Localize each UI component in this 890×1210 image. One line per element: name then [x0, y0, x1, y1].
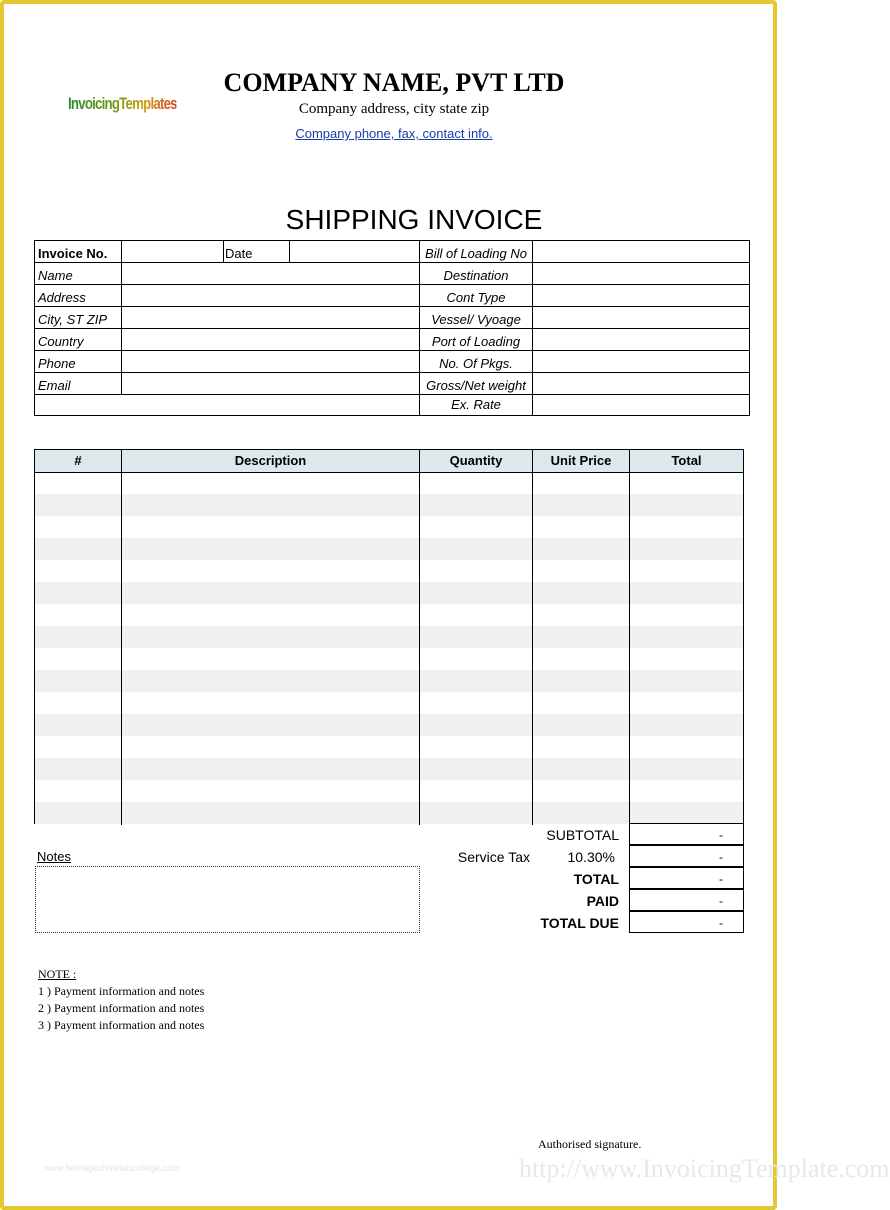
grid-line: [35, 306, 749, 307]
authorised-signature: Authorised signature.: [538, 1137, 642, 1151]
row-stripe: [35, 626, 743, 648]
service-tax-label: Service Tax: [457, 849, 530, 865]
subtotal-cell[interactable]: [629, 823, 744, 845]
watermark: http://www.InvoicingTemplate.com: [519, 1154, 890, 1183]
date-label: Date: [225, 246, 253, 261]
total-due-cell[interactable]: [629, 911, 744, 933]
email-label: Email: [38, 378, 71, 393]
grid-line: [35, 372, 749, 373]
total-value: -: [719, 872, 723, 886]
phone-label: Phone: [38, 356, 76, 371]
invoice-no-label: Invoice No.: [38, 246, 108, 261]
company-logo: InvoicingTemplates: [68, 94, 177, 113]
subtotal-label: SUBTOTAL: [546, 827, 619, 843]
company-contact-link[interactable]: Company phone, fax, contact info.: [295, 126, 493, 141]
invoice-title: SHIPPING INVOICE: [285, 204, 543, 235]
col-unit-price-header: Unit Price: [550, 453, 612, 468]
total-due-label: TOTAL DUE: [540, 915, 619, 931]
total-label: TOTAL: [573, 871, 619, 887]
name-label: Name: [38, 268, 73, 283]
gross-net-weight-label: Gross/Net weight: [426, 378, 526, 393]
grid-line: [35, 262, 749, 263]
col-quantity-header: Quantity: [449, 453, 503, 468]
row-stripe: [35, 802, 743, 824]
country-label: Country: [38, 334, 84, 349]
note-line-1: 1 ) Payment information and notes: [38, 984, 205, 998]
port-of-loading-label: Port of Loading: [431, 334, 521, 349]
service-tax-cell[interactable]: [629, 845, 744, 867]
row-stripe: [35, 582, 743, 604]
notes-textarea[interactable]: [35, 866, 420, 933]
watermark-small: www.heritagechristiancollege.com: [44, 1163, 180, 1173]
no-of-pkgs-label: No. Of Pkgs.: [439, 356, 513, 371]
bill-of-loading-label: Bill of Loading No: [425, 246, 527, 261]
note-line-2: 2 ) Payment information and notes: [38, 1001, 205, 1015]
company-address: Company address, city state zip: [298, 101, 490, 117]
row-stripe: [35, 758, 743, 780]
items-table: [34, 449, 744, 824]
grid-line: [35, 350, 749, 351]
paid-label: PAID: [586, 893, 619, 909]
total-due-value: -: [719, 916, 723, 930]
grid-line: [35, 394, 749, 395]
row-stripe: [35, 714, 743, 736]
destination-label: Destination: [443, 268, 509, 283]
city-label: City, ST ZIP: [38, 312, 108, 327]
col-number-header: #: [74, 453, 82, 468]
col-description-header: Description: [234, 453, 307, 468]
paid-value: -: [719, 894, 723, 908]
grid-line: [532, 241, 533, 415]
col-line: [121, 450, 122, 825]
row-stripe: [35, 670, 743, 692]
vessel-label: Vessel/ Vyoage: [431, 312, 521, 327]
col-line: [419, 450, 420, 825]
company-name: COMPANY NAME, PVT LTD: [223, 68, 565, 97]
total-cell[interactable]: [629, 867, 744, 889]
notes-label: Notes: [37, 849, 71, 864]
grid-line: [289, 241, 290, 262]
service-tax-value: -: [719, 850, 723, 864]
col-line: [629, 450, 630, 825]
grid-line: [35, 328, 749, 329]
col-total-header: Total: [671, 453, 702, 468]
note-heading: NOTE :: [38, 967, 77, 981]
grid-line: [223, 241, 224, 262]
row-stripe: [35, 494, 743, 516]
cont-type-label: Cont Type: [446, 290, 506, 305]
items-header-row: [35, 450, 743, 473]
service-tax-rate: 10.30%: [567, 849, 615, 865]
address-label: Address: [38, 290, 86, 305]
invoice-info-grid: [34, 240, 750, 416]
grid-line: [121, 241, 122, 394]
row-stripe: [35, 538, 743, 560]
paid-cell[interactable]: [629, 889, 744, 911]
ex-rate-label: Ex. Rate: [451, 397, 501, 412]
grid-line: [35, 284, 749, 285]
subtotal-value: -: [719, 828, 723, 842]
col-line: [532, 450, 533, 825]
note-line-3: 3 ) Payment information and notes: [38, 1018, 205, 1032]
